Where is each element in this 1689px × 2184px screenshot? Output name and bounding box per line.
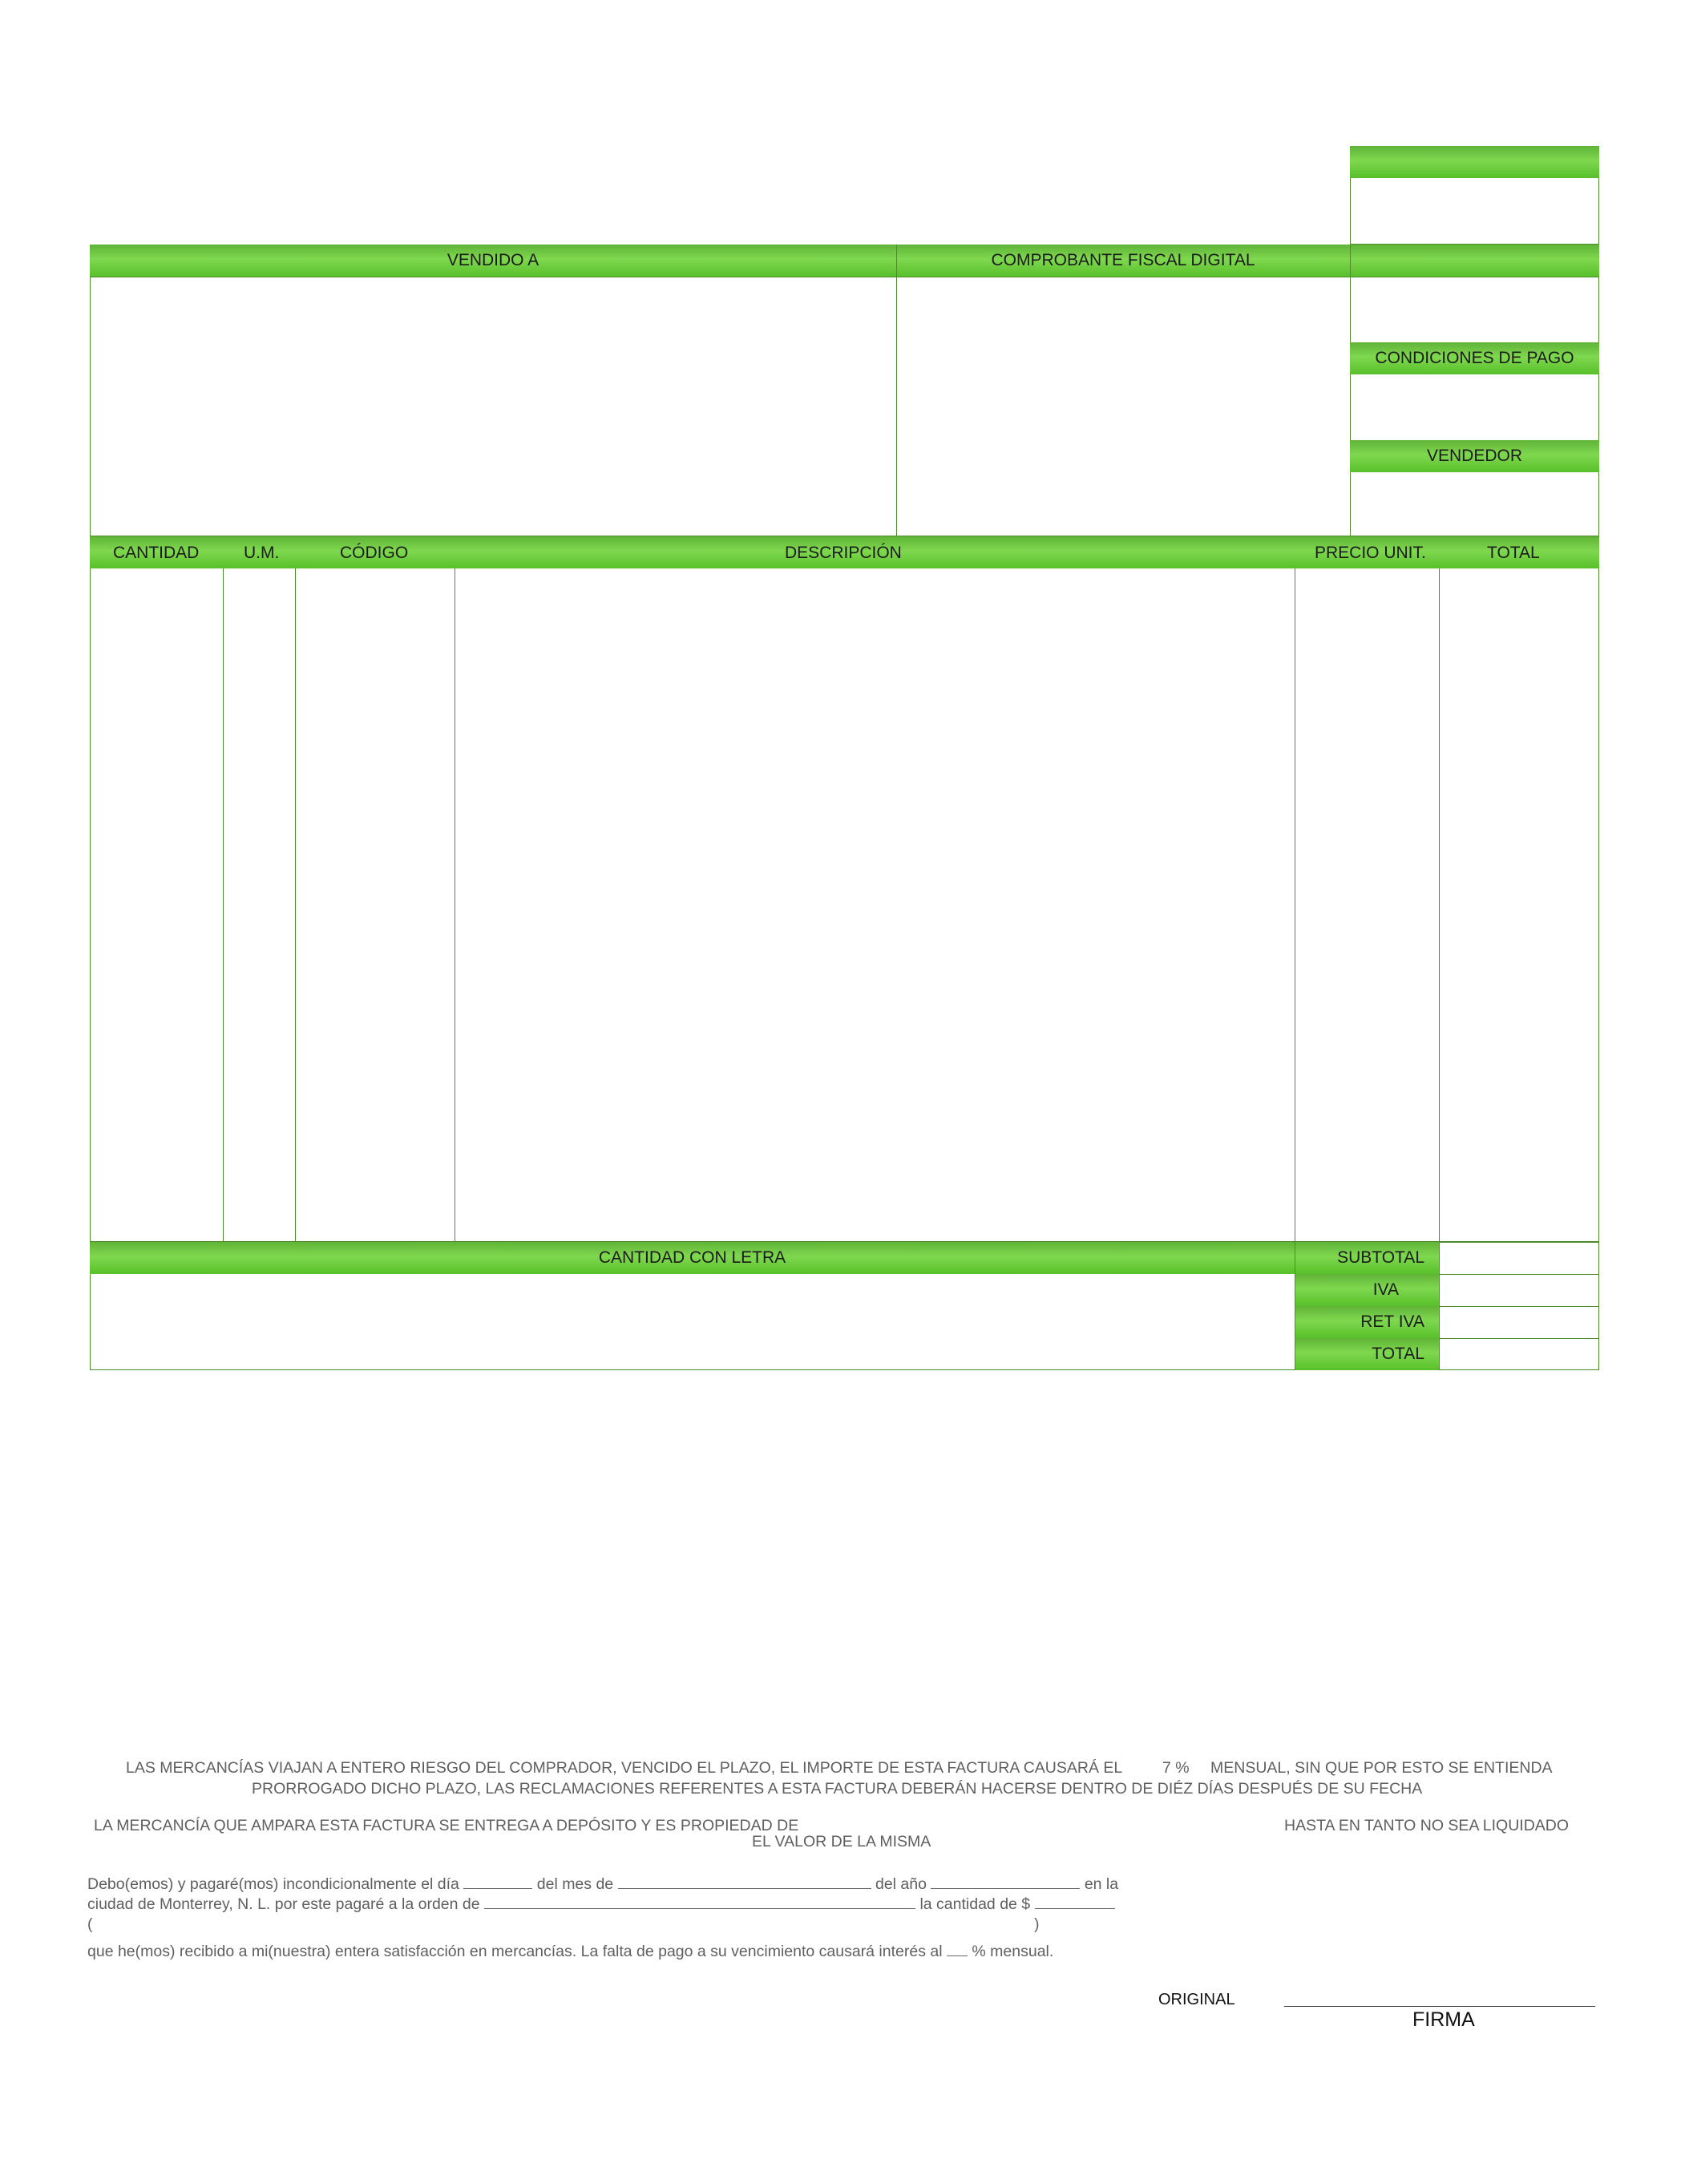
- firma-label: FIRMA: [1412, 2008, 1475, 2031]
- subtotal-label-cell: [1295, 1242, 1439, 1274]
- blank-line: [618, 1877, 871, 1889]
- cantidad-letra-label: CANTIDAD CON LETRA: [598, 1248, 786, 1267]
- pagare-paren-close: ): [1034, 1915, 1040, 1933]
- deposito-text-line2: EL VALOR DE LA MISMA: [752, 1833, 931, 1850]
- cantidad-letra-header: [90, 1242, 1295, 1274]
- riesgo-text-end: MENSUAL, SIN QUE POR ESTO SE ENTIENDA: [1210, 1759, 1553, 1777]
- column-um: U.M.: [244, 544, 280, 562]
- top-right-header-bar: [1350, 146, 1599, 178]
- column-cantidad: CANTIDAD: [113, 544, 200, 562]
- riesgo-percent: 7 %: [1162, 1759, 1190, 1777]
- items-table: [90, 536, 1599, 1242]
- deposito-text: LA MERCANCÍA QUE AMPARA ESTA FACTURA SE ENTREGA A DEPÓSITO Y ES PROPIEDAD DE: [94, 1817, 799, 1834]
- ret-iva-label-cell: [1295, 1306, 1439, 1338]
- pagare-text: % mensual.: [972, 1943, 1054, 1960]
- column-precio-unit: PRECIO UNIT.: [1315, 544, 1426, 562]
- total-label: TOTAL: [1372, 1345, 1424, 1363]
- pagare-text: la cantidad de $: [919, 1895, 1031, 1913]
- blank-line: [931, 1877, 1080, 1889]
- pagare-paren-open: (: [87, 1915, 93, 1933]
- original-label: ORIGINAL: [1158, 1991, 1235, 2008]
- vendido-a-label: VENDIDO A: [446, 251, 539, 269]
- pagare-text: del año: [875, 1875, 927, 1893]
- blank-line: [463, 1877, 532, 1889]
- pagare-line-4: [87, 1944, 1053, 1960]
- divider: [1439, 1306, 1599, 1307]
- blank-line: [947, 1944, 968, 1956]
- condiciones-pago-header: [1350, 342, 1599, 374]
- divider: [1439, 1274, 1599, 1275]
- pagare-text: en la: [1084, 1875, 1119, 1893]
- pagare-text: del mes de: [536, 1875, 614, 1893]
- pagare-text: que he(mos) recibido a mi(nuestra) entera satisfacción en mercancías. La falta de pago a su vencimiento causará interés al: [87, 1943, 943, 1960]
- total-label-cell: [1295, 1338, 1439, 1370]
- pagare-line-2: [87, 1897, 1115, 1913]
- iva-label-cell: [1295, 1274, 1439, 1306]
- pagare-text: ciudad de Monterrey, N. L. por este pagaré a la orden de: [87, 1895, 480, 1913]
- vendedor-header: [1350, 440, 1599, 472]
- right-column-header-bar: [1350, 245, 1599, 277]
- divider: [896, 245, 897, 536]
- deposito-text-end: HASTA EN TANTO NO SEA LIQUIDADO: [1284, 1817, 1570, 1834]
- divider: [1439, 568, 1440, 1242]
- divider: [1439, 1338, 1599, 1339]
- riesgo-text-line2: PRORROGADO DICHO PLAZO, LAS RECLAMACIONES REFERENTES A ESTA FACTURA DEBERÁN HACERSE DENTRO DE DIÉZ DÍAS DESPUÉS DE SU FECHA: [252, 1780, 1423, 1798]
- subtotal-label: SUBTOTAL: [1337, 1248, 1424, 1267]
- iva-label: IVA: [1372, 1280, 1399, 1299]
- blank-line: [1035, 1897, 1115, 1909]
- vendedor-label: VENDEDOR: [1426, 447, 1523, 465]
- riesgo-text: LAS MERCANCÍAS VIAJAN A ENTERO RIESGO DEL COMPRADOR, VENCIDO EL PLAZO, EL IMPORTE DE ESTA FACTURA CAUSARÁ EL: [126, 1759, 1123, 1777]
- pagare-text: Debo(emos) y pagaré(mos) incondicionalmente el día: [87, 1875, 459, 1893]
- column-codigo: CÓDIGO: [340, 544, 409, 562]
- pagare-line-1: [87, 1877, 1118, 1893]
- customer-section: [90, 245, 1599, 536]
- vendido-a-header: [90, 245, 896, 277]
- divider: [295, 568, 296, 1242]
- divider: [1350, 245, 1351, 536]
- condiciones-pago-label: CONDICIONES DE PAGO: [1375, 349, 1574, 367]
- ret-iva-label: RET IVA: [1360, 1312, 1424, 1331]
- column-total: TOTAL: [1487, 544, 1540, 562]
- comprobante-header: [896, 245, 1350, 277]
- divider: [223, 568, 224, 1242]
- comprobante-label: COMPROBANTE FISCAL DIGITAL: [991, 251, 1255, 269]
- blank-line: [484, 1897, 915, 1909]
- signature-line: [1284, 2006, 1595, 2007]
- column-descripcion: DESCRIPCIÓN: [785, 544, 902, 562]
